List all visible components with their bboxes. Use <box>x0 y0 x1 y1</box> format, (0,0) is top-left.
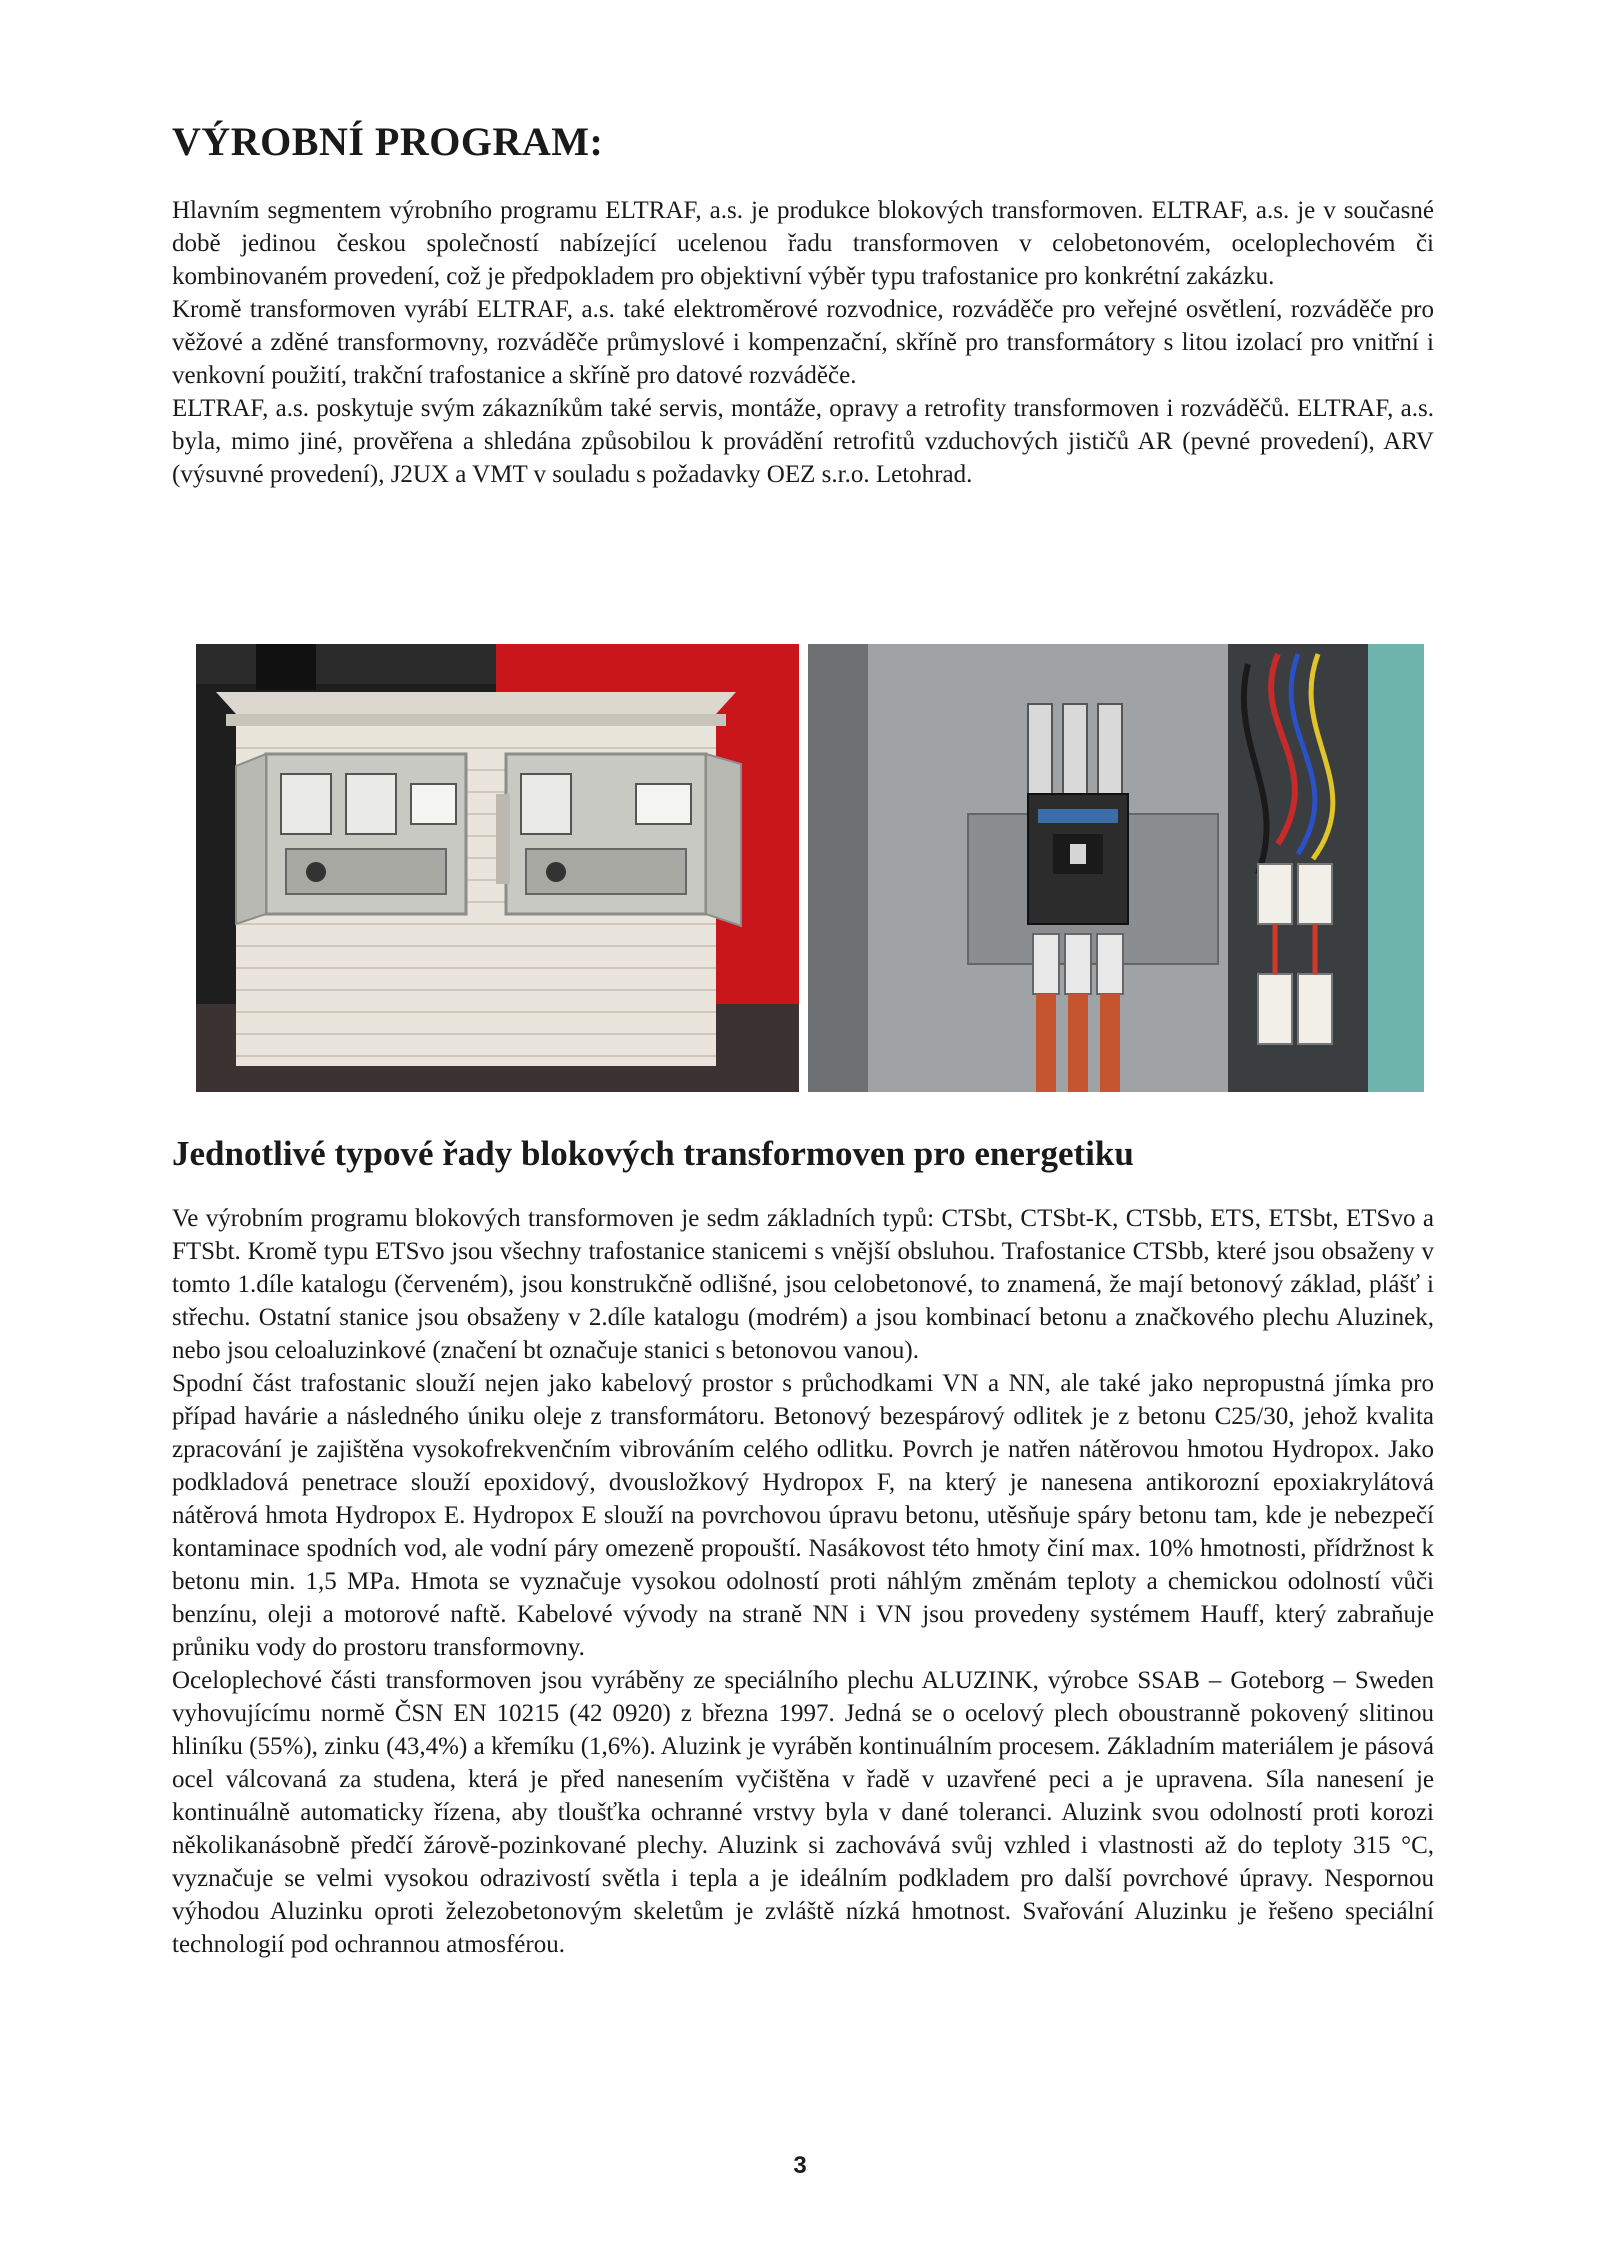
section-paragraph-3: Oceloplechové části transformoven jsou vyráběny ze speciálního plechu ALUZINK, výrobce SSAB – Goteborg – Sweden vyhovujícímu normě ČSN EN 10215 (42 0920) z března 1997. Jedná se o ocelový plech oboustranně pokovený slitinou hliníku (55%), zinku (43,4%) a křemíku (1,6%). Aluzink je vyráběn kontinuálním procesem. Základním materiálem je pásová ocel válcovaná za studena, která je před nanesením vyčištěna v řadě v uzavřené peci a je upravena. Síla nanesení je kontinuálně automaticky řízena, aby tloušťka ochranné vrstvy byla v dané toleranci. Aluzink svou odolností proti korozi několikanásobně předčí žárově-pozinkované plechy. Aluzink si zachovává svůj vzhled i vlastnosti až do teploty 315 °C, vyznačuje se velmi vysokou odrazivostí světla i tepla a je ideálním podkladem pro další povrchové úpravy. Nespornou výhodou Aluzinku oproti železobetonovým skeletům je zvláště nízká hmotnost. Svařování Aluzinku je řešeno speciální technologií pod ochrannou atmosférou. <box>172 1667 1434 1958</box>
section-title: Jednotlivé typové řady blokových transformoven pro energetiku <box>172 1134 1134 1173</box>
page-number: 3 <box>793 2152 807 2179</box>
intro-paragraph-1: Hlavním segmentem výrobního programu ELTRAF, a.s. je produkce blokových transformoven. ELTRAF, a.s. je v současné době jedinou českou společností nabízející ucelenou řadu transformoven v celobetonovém, oceloplechovém či kombinovaném provedení, což je předpokladem pro objektivní výběr typu trafostanice pro konkrétní zakázku. <box>172 197 1434 290</box>
section-paragraph-1: Ve výrobním programu blokových transformoven je sedm základních typů: CTSbt, CTSbt-K, CTSbb, ETS, ETSbt, ETSvo a FTSbt. Kromě typu ETSvo jsou všechny trafostanice stanicemi s vnější obsluhou. Trafostanice CTSbb, které jsou obsaženy v tomto 1.díle katalogu (červeném), jsou konstrukčně odlišné, jsou celobetonové, to znamená, že mají betonový základ, plášť i střechu. Ostatní stanice jsou obsaženy v 2.díle katalogu (modrém) a jsou kombinací betonu a značkového plechu Aluzinek, nebo jsou celoaluzinkové (značení bt označuje stanici s betonovou vanou). <box>172 1205 1434 1364</box>
intro-paragraph-3: ELTRAF, a.s. poskytuje svým zákazníkům také servis, montáže, opravy a retrofity transformoven i rozváděčů. ELTRAF, a.s. byla, mimo jiné, prověřena a shledána způsobilou k provádění retrofitů vzduchových jističů AR (pevné provedení), ARV (výsuvné provedení), J2UX a VMT v souladu s požadavky OEZ s.r.o. Letohrad. <box>172 395 1434 488</box>
intro-section <box>172 118 1434 491</box>
photo-brick-cabinet <box>196 644 799 1092</box>
section-typove-rady <box>172 1132 1434 1961</box>
photo-row <box>196 644 1424 1092</box>
intro-paragraph-2: Kromě transformoven vyrábí ELTRAF, a.s. také elektroměrové rozvodnice, rozváděče pro veřejné osvětlení, rozváděče pro věžové a zděné transformovny, rozváděče průmyslové i kompenzační, skříně pro transformátory s litou izolací pro vnitřní i venkovní použití, trakční trafostanice a skříně pro datové rozváděče. <box>172 296 1434 389</box>
photo-switchgear-interior <box>808 644 1424 1092</box>
page-heading: VÝROBNÍ PROGRAM: <box>172 119 604 164</box>
section-paragraph-2: Spodní část trafostanic slouží nejen jako kabelový prostor s průchodkami VN a NN, ale také jako nepropustná jímka pro případ havárie a následného úniku oleje z transformátoru. Betonový bezespárový odlitek je z betonu C25/30, jehož kvalita zpracování je zajištěna vysokofrekvenčním vibrováním celého odlitku. Povrch je natřen nátěrovou hmotou Hydropox. Jako podkladová penetrace slouží epoxidový, dvousložkový Hydropox F, na který je nanesena antikorozní epoxiakrylátová nátěrová hmota Hydropox E. Hydropox E slouží na povrchovou úpravu betonu, utěsňuje spáry betonu tam, kde je nebezpečí kontaminace spodních vod, ale vodní páry omezeně propouští. Nasákovost této hmoty činí max. 10% hmotnosti, přídržnost k betonu min. 1,5 MPa. Hmota se vyznačuje vysokou odolností proti náhlým změnám teploty a chemickou odolností vůči benzínu, oleji a motorové naftě. Kabelové vývody na straně NN i VN jsou provedeny systémem Hauff, který zabraňuje průniku vody do prostoru transformovny. <box>172 1370 1434 1661</box>
